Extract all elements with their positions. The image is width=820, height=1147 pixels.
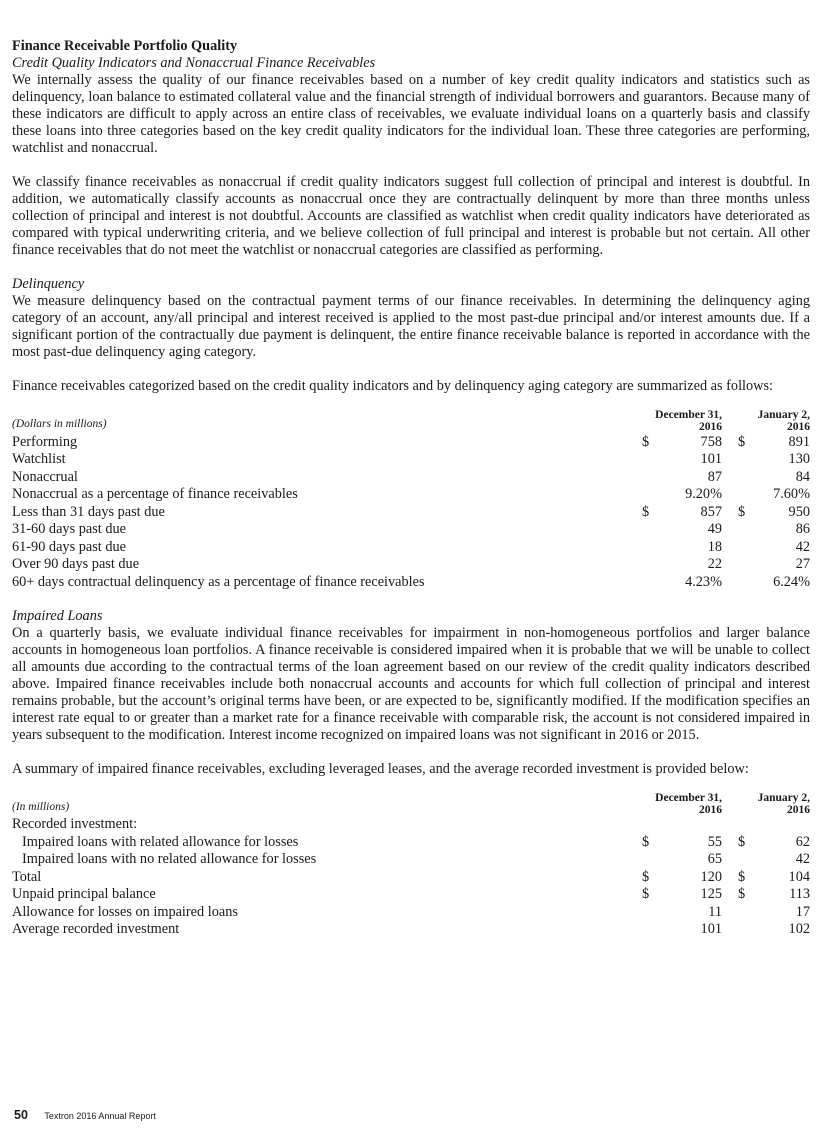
currency-cell <box>738 921 758 939</box>
table-row <box>12 433 810 451</box>
table1-body <box>12 433 810 591</box>
currency-cell: $ <box>738 833 746 850</box>
table-row <box>12 503 810 521</box>
table-row <box>12 521 810 539</box>
table1-header <box>12 409 810 433</box>
value-cell: 758 <box>700 433 722 450</box>
value-cell: 113 <box>789 886 810 902</box>
currency-cell: $ <box>738 868 746 885</box>
row-label: Impaired loans with related allowance for losses <box>22 833 299 850</box>
table-row <box>12 868 810 886</box>
currency-cell: $ <box>642 503 650 520</box>
currency-cell <box>738 521 758 539</box>
table1-intro: Finance receivables categorized based on the credit quality indicators and by delinquency aging category are summarized as follows: <box>12 378 774 394</box>
value-cell: 42 <box>795 538 810 555</box>
value-cell: 55 <box>707 833 722 850</box>
section-title: Finance Receivable Portfolio Quality <box>12 38 238 54</box>
value-cell: 120 <box>700 868 722 885</box>
table1-units: (Dollars in millions) <box>12 418 107 430</box>
column-spacer <box>722 538 738 556</box>
column-spacer <box>722 886 738 904</box>
currency-cell <box>642 903 662 921</box>
column-spacer <box>722 816 738 834</box>
section-subtitle: Credit Quality Indicators and Nonaccrual Finance Receivables <box>12 55 376 71</box>
row-label: Nonaccrual as a percentage of finance receivables <box>12 486 298 502</box>
impaired-heading: Impaired Loans <box>12 607 103 624</box>
document-page <box>12 38 810 938</box>
value-cell: 49 <box>707 521 722 537</box>
column-spacer <box>722 521 738 539</box>
table2-col2-header: January 2, 2016 <box>757 791 810 816</box>
row-label: Unpaid principal balance <box>12 886 156 902</box>
value-cell: 22 <box>707 556 722 572</box>
column-spacer <box>722 503 738 521</box>
page-number: 50 <box>14 1108 28 1122</box>
column-spacer <box>722 556 738 574</box>
row-label: Total <box>12 868 42 885</box>
table-row <box>12 573 810 591</box>
value-cell: 102 <box>788 921 810 937</box>
column-spacer <box>722 921 738 939</box>
column-spacer <box>722 433 738 451</box>
currency-cell: $ <box>738 886 746 902</box>
value-cell: 84 <box>795 468 810 485</box>
table-row <box>12 486 810 504</box>
table-row <box>12 451 810 469</box>
value-cell: 42 <box>795 851 810 867</box>
column-spacer <box>722 833 738 851</box>
paragraph-impaired: On a quarterly basis, we evaluate individual finance receivables for impairment in non-homogeneous portfolios and larger balance accounts in homogeneous loan portfolios. A finance receivable is considered impaired when it is probable that we will be unable to collect all amounts due according to the contractual terms of the loan agreement based on our review of the credit quality indicators described above. Impaired finance receivables include both nonaccrual accounts and accounts for which full collection of principal and interest remains probable, but the account’s original terms have been, or are expected to be, significantly modified. If the modification specifies an interest rate equal to or greater than a market rate for a finance receivable with comparable risk, the account is not considered impaired in years subsequent to the modification. Interest income recognized on impaired loans was not significant in 2016 or 2015. <box>12 624 810 743</box>
currency-cell <box>642 851 662 869</box>
column-spacer <box>722 486 738 504</box>
table-row <box>12 921 810 939</box>
row-label: 61-90 days past due <box>12 538 126 555</box>
currency-cell <box>738 816 758 834</box>
value-cell: 65 <box>707 851 722 867</box>
value-cell <box>758 816 810 834</box>
value-cell: 891 <box>788 433 810 450</box>
value-cell: 87 <box>707 468 722 485</box>
row-label: Performing <box>12 433 78 450</box>
paragraph-quality: We internally assess the quality of our finance receivables based on a number of key credit quality indicators and statistics such as delinquency, loan balance to estimated collateral value and the financial strength of individual borrowers and guarantors. Because many of these indicators are difficult to apply across an entire class of receivables, we evaluate individual loans on a quarterly basis and classify these loans into three categories based on the key credit quality indicators for the individual loan. These three categories are performing, watchlist and nonaccrual. <box>12 72 810 156</box>
row-label: 60+ days contractual delinquency as a percentage of finance receivables <box>12 573 425 590</box>
row-label: Average recorded investment <box>12 921 180 937</box>
currency-cell <box>738 556 758 574</box>
value-cell: 950 <box>788 503 810 520</box>
value-cell: 6.24% <box>773 573 810 590</box>
value-cell: 101 <box>700 921 722 937</box>
currency-cell: $ <box>642 433 650 450</box>
value-cell: 9.20% <box>685 486 722 502</box>
table-row <box>12 538 810 556</box>
value-cell: 4.23% <box>685 573 722 590</box>
currency-cell <box>738 538 758 556</box>
column-spacer <box>722 468 738 486</box>
value-cell: 7.60% <box>773 486 810 502</box>
value-cell: 17 <box>795 903 810 920</box>
value-cell: 125 <box>700 886 722 902</box>
column-spacer <box>722 851 738 869</box>
row-label: Watchlist <box>12 451 66 467</box>
table1-col1-header: December 31, 2016 <box>655 409 722 433</box>
credit-quality-table <box>12 409 810 591</box>
table2-intro: A summary of impaired finance receivables, excluding leveraged leases, and the average recorded investment is provided below: <box>12 760 749 777</box>
currency-cell: $ <box>642 868 650 885</box>
table-row <box>12 833 810 851</box>
currency-cell <box>738 451 758 469</box>
currency-cell: $ <box>642 833 650 850</box>
currency-cell: $ <box>738 433 746 450</box>
currency-cell <box>642 921 662 939</box>
table-row <box>12 903 810 921</box>
column-spacer <box>722 903 738 921</box>
paragraph-delinquency: We measure delinquency based on the contractual payment terms of our finance receivables. In determining the delinquency aging category of an account, any/all principal and interest received is applied to the most past-due principal and/or interest amounts due. If a significant portion of the contractually due payment is delinquent, the entire finance receivable balance is reported in accordance with the most past-due delinquency aging category. <box>12 293 810 360</box>
currency-cell <box>738 573 758 591</box>
table2-body <box>12 816 810 939</box>
currency-cell <box>642 573 662 591</box>
currency-cell <box>642 451 662 469</box>
row-label: 31-60 days past due <box>12 521 126 537</box>
table-row <box>12 556 810 574</box>
value-cell: 130 <box>788 451 810 467</box>
value-cell: 857 <box>700 503 722 520</box>
value-cell <box>662 816 722 834</box>
table-row <box>12 468 810 486</box>
value-cell: 18 <box>707 538 722 555</box>
currency-cell: $ <box>738 503 746 520</box>
table1-col2-header: January 2, 2016 <box>757 409 810 433</box>
currency-cell <box>738 851 758 869</box>
currency-cell <box>642 538 662 556</box>
currency-cell <box>642 521 662 539</box>
row-label: Impaired loans with no related allowance for losses <box>22 851 317 867</box>
currency-cell <box>642 468 662 486</box>
table-row <box>12 886 810 904</box>
currency-cell <box>738 486 758 504</box>
value-cell: 104 <box>788 868 810 885</box>
value-cell: 27 <box>795 556 810 572</box>
paragraph-nonaccrual: We classify finance receivables as nonaccrual if credit quality indicators suggest full collection of principal and interest is doubtful. In addition, we automatically classify accounts as nonaccrual once they are contractually delinquent by more than three months unless collection of principal and interest is not doubtful. Accounts are classified as watchlist when credit quality indicators have deteriorated as compared with typical underwriting criteria, and we believe collection of full principal and interest is probable but not certain. All other finance receivables that do not meet the watchlist or nonaccrual categories are classified as performing. <box>12 174 810 258</box>
currency-cell <box>738 903 758 921</box>
table2-header <box>12 792 810 816</box>
row-label: Over 90 days past due <box>12 556 140 572</box>
table-row <box>12 816 810 834</box>
currency-cell: $ <box>642 886 650 902</box>
value-cell: 11 <box>708 903 722 920</box>
row-label: Recorded investment: <box>12 816 138 832</box>
impaired-loans-table <box>12 792 810 939</box>
currency-cell <box>642 556 662 574</box>
column-spacer <box>722 573 738 591</box>
currency-cell <box>738 468 758 486</box>
report-name: Textron 2016 Annual Report <box>44 1111 156 1121</box>
row-label: Allowance for losses on impaired loans <box>12 903 238 920</box>
table2-units: (In millions) <box>12 800 70 813</box>
column-spacer <box>722 451 738 469</box>
page-footer <box>14 1106 156 1124</box>
column-spacer <box>722 868 738 886</box>
table-row <box>12 851 810 869</box>
value-cell: 86 <box>795 521 810 537</box>
row-label: Less than 31 days past due <box>12 503 165 520</box>
currency-cell <box>642 816 662 834</box>
value-cell: 62 <box>795 833 810 850</box>
table2-col1-header: December 31, 2016 <box>655 791 722 816</box>
value-cell: 101 <box>700 451 722 467</box>
delinquency-heading: Delinquency <box>12 276 85 292</box>
row-label: Nonaccrual <box>12 468 78 485</box>
currency-cell <box>642 486 662 504</box>
